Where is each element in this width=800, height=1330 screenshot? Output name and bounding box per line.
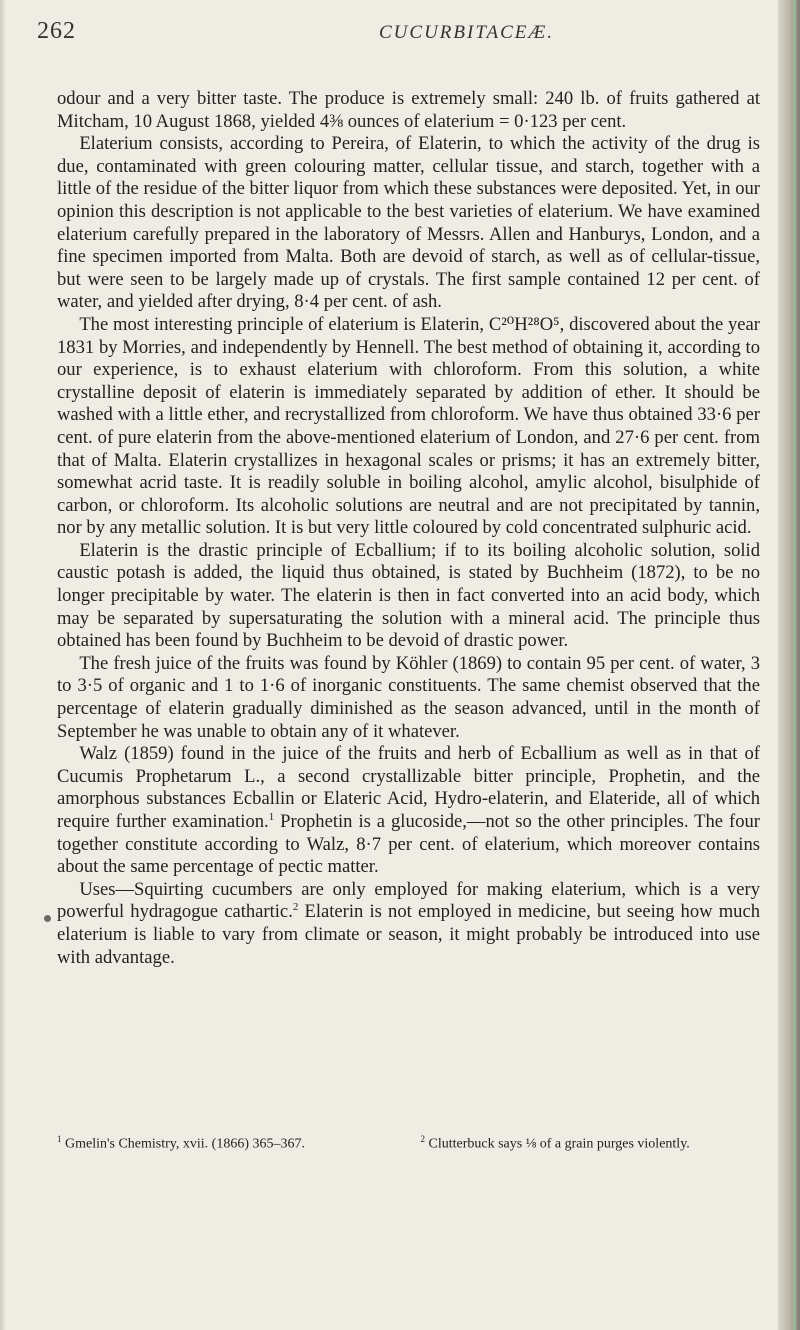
body-text (57, 88, 760, 969)
paragraph-6-part-a: Walz (1859) found in the juice of the fruits and herb of Ecballium as well as in that of Cucumis Prophetarum L., a second crystallizable bitter principle, Prophetin, and the amorphous substances Ecballin or Elateric Acid, Hydro-elaterin, and Elateride, all of which require further examination. (57, 743, 760, 832)
footnote-1-text: Gmelin's Chemistry, xvii. (1866) 365–367. (65, 1136, 305, 1152)
paragraph-7-part-b: Elaterin is not employed in medicine, but seeing how much elaterium is liable to vary from climate or season, it might probably be introduced into use with advantage. (57, 901, 760, 968)
ink-smudge (44, 915, 51, 922)
binding-stripe (793, 0, 796, 1330)
paragraph-6-part-b: Prophetin is a glucoside,—not so the other principles. The four together constitute according to Walz, 8·7 per cent. of elaterium, which moreover contains about the same percentage of pectic matter. (57, 811, 760, 878)
page-binding-edge (778, 0, 800, 1330)
footnote-2 (421, 1130, 756, 1154)
paragraph-7-part-a: Uses—Squirting cucumbers are only employed for making elaterium, which is a very powerful hydragogue cathartic. (57, 878, 760, 923)
paragraph-1: odour and a very bitter taste. The produce is extremely small: 240 lb. of fruits gathered at Mitcham, 10 August 1868, yielded 4⅜ ounces of elaterium = 0·123 per cent. (57, 88, 760, 132)
paragraph-3: The most interesting principle of elaterium is Elaterin, C²⁰H²⁸O⁵, discovered about the year 1831 by Morries, and independently by Hennell. The best method of obtaining it, according to our experience, is to exhaust elaterium with chloroform. From this solution, a white crystalline deposit of elaterin is immediately separated by addition of ether. It should be washed with a little ether, and recrystallized from chloroform. We have thus obtained 33·6 per cent. of pure elaterin from the above-mentioned elaterium of London, and 27·6 per cent. from that of Malta. Elaterin crystallizes in hexagonal scales or prisms; it has an extremely bitter, somewhat acrid taste. It is readily soluble in boiling alcohol, amylic alcohol, bisulphide of carbon, or chloroform. Its alcoholic solutions are neutral and are not precipitated by tannin, nor by any metallic solution. It is but very little coloured by cold concentrated sulphuric acid. (57, 313, 760, 539)
paragraph-6 (57, 743, 760, 879)
footnote-2-text: Clutterbuck says ⅛ of a grain purges violently. (428, 1136, 690, 1152)
paragraph-4: Elaterin is the drastic principle of Ecballium; if to its boiling alcoholic solution, solid caustic potash is added, the liquid thus obtained, is stated by Buchheim (1872), to be no longer precipitable by water. The elaterin is then in fact converted into an acid body, which may be separated by supersaturating the solution with a mineral acid. The principle thus obtained has been found by Buchheim to be devoid of drastic power. (57, 539, 760, 652)
footnote-1-number: 1 (57, 1134, 62, 1144)
footnotes (57, 1130, 760, 1154)
running-head: CUCURBITACEÆ. (379, 22, 555, 43)
page-left-shadow (0, 0, 6, 1330)
paragraph-5: The fresh juice of the fruits was found by Köhler (1869) to contain 95 per cent. of water, 3 to 3·5 of organic and 1 to 1·6 of inorganic constituents. The same chemist observed that the percentage of elaterin gradually diminished as the season advanced, until in the month of September he was unable to obtain any of it whatever. (57, 652, 760, 742)
footnote-ref-2: 2 (292, 901, 299, 914)
paragraph-7 (57, 879, 760, 969)
footnote-2-number: 2 (420, 1134, 425, 1144)
footnote-ref-1: 1 (268, 810, 275, 823)
paragraph-2: Elaterium consists, according to Pereira, of Elaterin, to which the activity of the drug is due, contaminated with green colouring matter, cellular tissue, and starch, together with a little of the residue of the bitter liquor from which these substances were deposited. Yet, in our opinion this description is not applicable to the best varieties of elaterium. We have examined elaterium carefully prepared in the laboratory of Messrs. Allen and Hanburys, London, and a fine specimen imported from Malta. Both are devoid of starch, as well as of cellular-tissue, but were seen to be largely made up of crystals. The first sample contained 12 per cent. of water, and yielded after drying, 8·4 per cent. of ash. (57, 133, 760, 313)
page-header (37, 8, 737, 48)
page-number: 262 (37, 18, 76, 44)
footnote-1 (57, 1130, 417, 1154)
